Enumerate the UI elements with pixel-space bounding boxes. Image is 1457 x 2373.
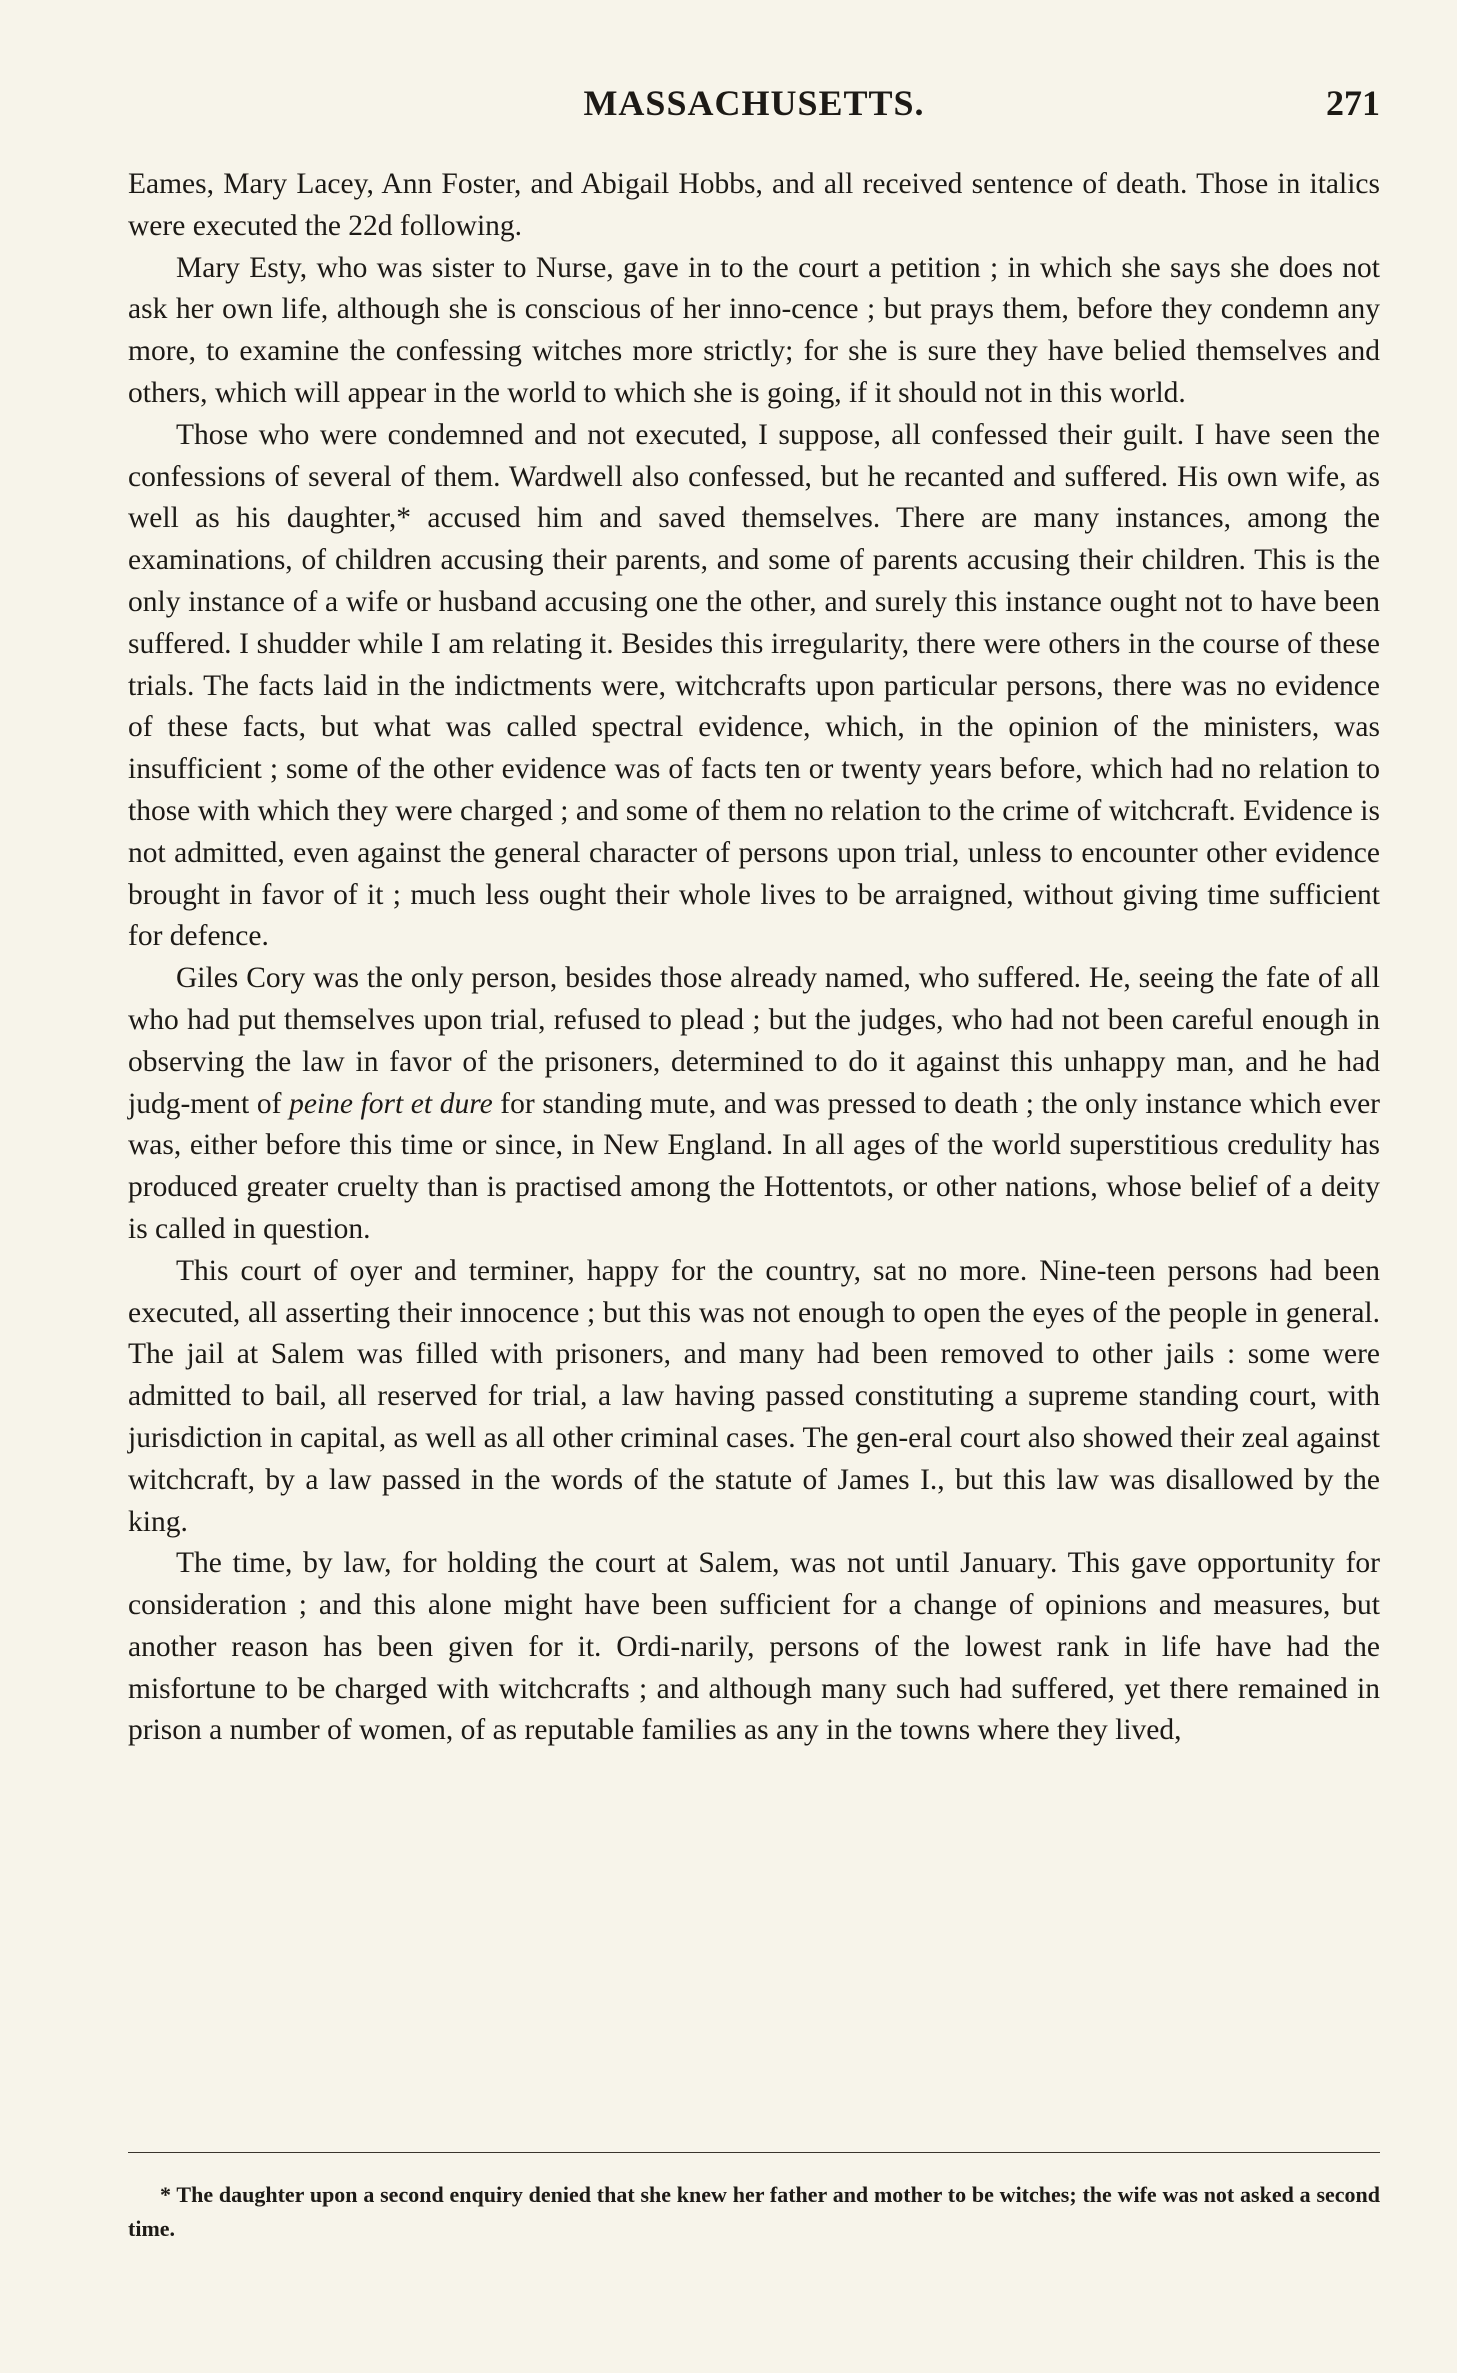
running-title: MASSACHUSETTS. (583, 83, 925, 123)
footnote-text: The daughter upon a second enquiry denied that she knew her father and mother to be witches; the wife was not asked a second time. (128, 2182, 1381, 2241)
paragraph-3: Those who were condemned and not executed, I suppose, all confessed their guilt. I have seen the confessions of several of them. Wardwell also confessed, but he recanted and suffered. His own wife, as well as his daughter,* accused him and saved themselves. There are many instances, among the examinations, of children accusing their parents, and some of parents accusing their children. This is the only instance of a wife or husband accusing one the other, and surely this instance ought not to have been suffered. I shudder while I am relating it. Besides this irregularity, there were others in the course of these trials. The facts laid in the indictments were, witchcrafts upon particular persons, there was no evidence of these facts, but what was called spectral evidence, which, in the opinion of the ministers, was insufficient ; some of the other evidence was of facts ten or twenty years before, which had no relation to those with which they were charged ; and some of them no relation to the crime of witchcraft. Evidence is not admitted, even against the general character of persons upon trial, unless to encounter other evidence brought in favor of it ; much less ought their whole lives to be arraigned, without giving time sufficient for defence. (128, 418, 1380, 953)
latin-phrase: peine fort et dure (289, 1087, 493, 1120)
footnote (128, 2178, 1380, 2246)
paragraph-4-text-before: Giles Cory was the only person, besides those already named, who suffered. He, seeing the fate of all who had put themselves upon trial, refused to plead ; but the judges, who had not been careful enough in observing the law in favor of the prisoners, determined to do it against this unhappy man, and he had judg-ment of (128, 962, 1380, 1120)
body-text (128, 164, 1380, 1752)
paragraph-6: The time, by law, for holding the court at Salem, was not until January. This gave opportunity for consideration ; and this alone might have been sufficient for a change of opinions and measures, but another reason has been given for it. Ordi-narily, persons of the lowest rank in life have had the misfortune to be charged with witchcrafts ; and although many such had suffered, yet there remained in prison a number of women, of as reputable families as any in the towns where they lived, (128, 1547, 1380, 1747)
paragraph-4 (128, 958, 1380, 1251)
paragraph-1: Eames, Mary Lacey, Ann Foster, and Abigail Hobbs, and all received sentence of death. Those in italics were executed the 22d following. (128, 168, 1380, 242)
paragraph-2: Mary Esty, who was sister to Nurse, gave in to the court a petition ; in which she says she does not ask her own life, although she is conscious of her inno-cence ; but prays them, before they condemn any more, to examine the confessing witches more strictly; for she is sure they have belied themselves and others, which will appear in the world to which she is going, if it should not in this world. (128, 251, 1380, 409)
footnote-divider (128, 2152, 1380, 2153)
paragraph-4-text-after: for standing mute, and was pressed to death ; the only instance which ever was, either before this time or since, in New England. In all ages of the world superstitious credulity has produced greater cruelty than is practised among the Hottentots, or other nations, whose belief of a deity is called in question. (128, 1087, 1380, 1245)
page-number: 271 (1326, 83, 1380, 123)
footnote-marker: * (160, 2182, 171, 2207)
paragraph-5: This court of oyer and terminer, happy for the country, sat no more. Nine-teen persons had been executed, all asserting their innocence ; but this was not enough to open the eyes of the people in general. The jail at Salem was filled with prisoners, and many had been removed to other jails : some were admitted to bail, all reserved for trial, a law having passed constituting a supreme standing court, with jurisdiction in capital, as well as all other criminal cases. The gen-eral court also showed their zeal against witchcraft, by a law passed in the words of the statute of James I., but this law was disallowed by the king. (128, 1254, 1380, 1538)
page-header (128, 78, 1380, 128)
